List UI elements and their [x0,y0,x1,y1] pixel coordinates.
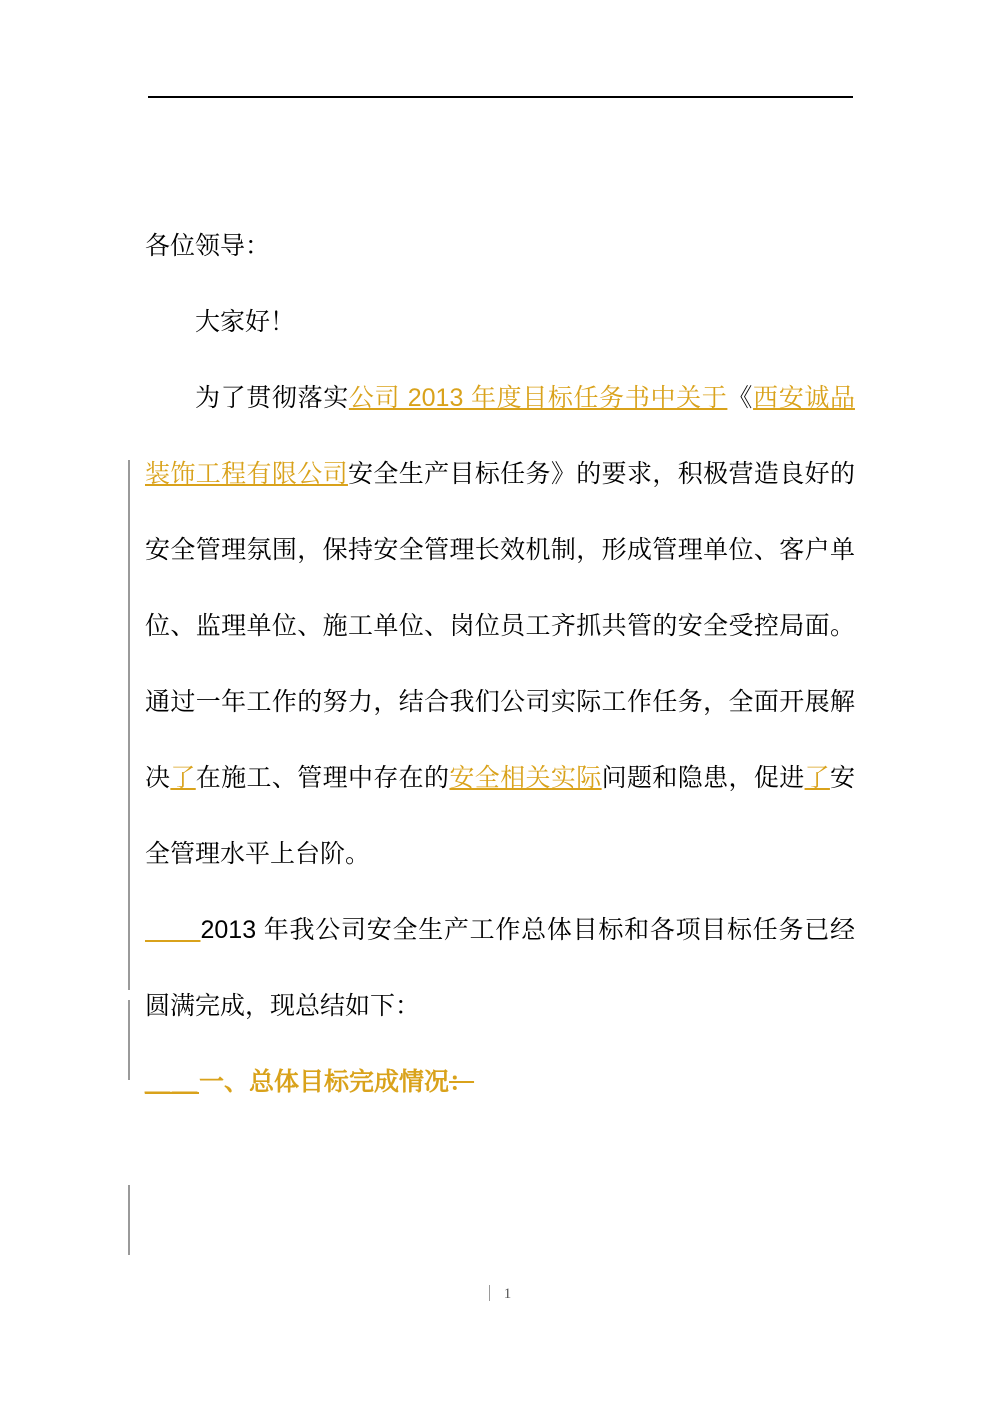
para1-insert-3: 了 [170,764,196,792]
para1-mid-1: 《 [727,384,754,412]
page-title [145,0,855,128]
change-bar [128,1000,130,1080]
page-footer [0,1285,1000,1303]
para1-mid-2: 安全生产目标任务》的要求，积极营造良好的安全管理氛围，保持安全管理长效机制，形成管理单位、客户单位、监理单位、施工单位、岗位员工齐抓共管的安全受控局面。通过一年工作的努力，结合我们公司实际工作任务，全面开展解决 [145,460,855,792]
salutation-paragraph: 各位领导： [145,232,271,260]
para2-text: 2013 年我公司安全生产工作总体目标和各项目标任务已经圆满完成，现总结如下： [145,916,855,1020]
para1-mid-3: 在施工、管理中存在的 [195,764,450,792]
para1-insert-5: 了 [804,764,830,792]
greeting-paragraph: 大家好！ [195,308,296,336]
change-bar [128,460,130,990]
para1-mid-4: 问题和隐患，促进 [601,764,805,792]
para1-insert-2: 西安诚品装饰工程有限公司 [145,384,855,488]
para2-insert-indent: ＿＿ [145,916,201,944]
para1-insert-4: 安全相关实际 [449,764,602,792]
summary-paragraph [145,892,855,1044]
document-body [145,190,855,1120]
para1-tail: 安全管理水平上台阶。 [145,764,855,868]
heading1-text: 一、总体目标完成情况 [199,1068,450,1096]
section-heading-1 [145,1044,855,1120]
para1-insert-1: 公司 2013 年度目标任务书中关于 [348,384,728,412]
heading1-strike-mark: ： [449,1068,475,1096]
footer-tick-icon [489,1285,490,1301]
header-divider [148,96,853,98]
main-paragraph [145,360,855,892]
change-bar [128,1185,130,1255]
page-number: 1 [503,1286,512,1302]
para1-lead: 为了贯彻落实 [195,384,349,412]
heading1-insert-indent: ＿＿ [145,1068,200,1096]
